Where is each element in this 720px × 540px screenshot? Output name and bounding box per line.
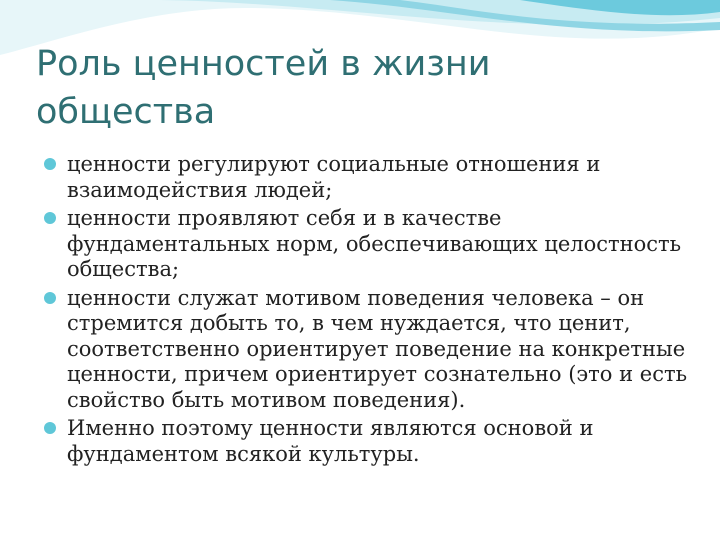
bullet-list	[44, 152, 694, 470]
list-item	[44, 206, 694, 283]
bullet-icon	[44, 422, 56, 434]
bullet-text: ценности регулируют социальные отношения и взаимодействия людей;	[67, 152, 601, 202]
bullet-icon	[44, 292, 56, 304]
bullet-text: ценности служат мотивом поведения человека – он стремится добыть то, в чем нуждается, что ценит, соответственно ориентирует поведение на конкретные ценности, причем ориентирует сознательно (это и есть свойство быть мотивом поведения).	[67, 285, 688, 412]
bullet-icon	[44, 212, 56, 224]
bullet-icon	[44, 158, 56, 170]
list-item	[44, 416, 694, 467]
bullet-text: Именно поэтому ценности являются основой и фундаментом всякой культуры.	[67, 416, 594, 466]
bullet-text: ценности проявляют себя и в качестве фундаментальных норм, обеспечивающих целостность общества;	[67, 206, 682, 281]
slide-title: Роль ценностей в жизни общества	[36, 44, 491, 132]
list-item	[44, 152, 694, 203]
list-item	[44, 286, 694, 414]
